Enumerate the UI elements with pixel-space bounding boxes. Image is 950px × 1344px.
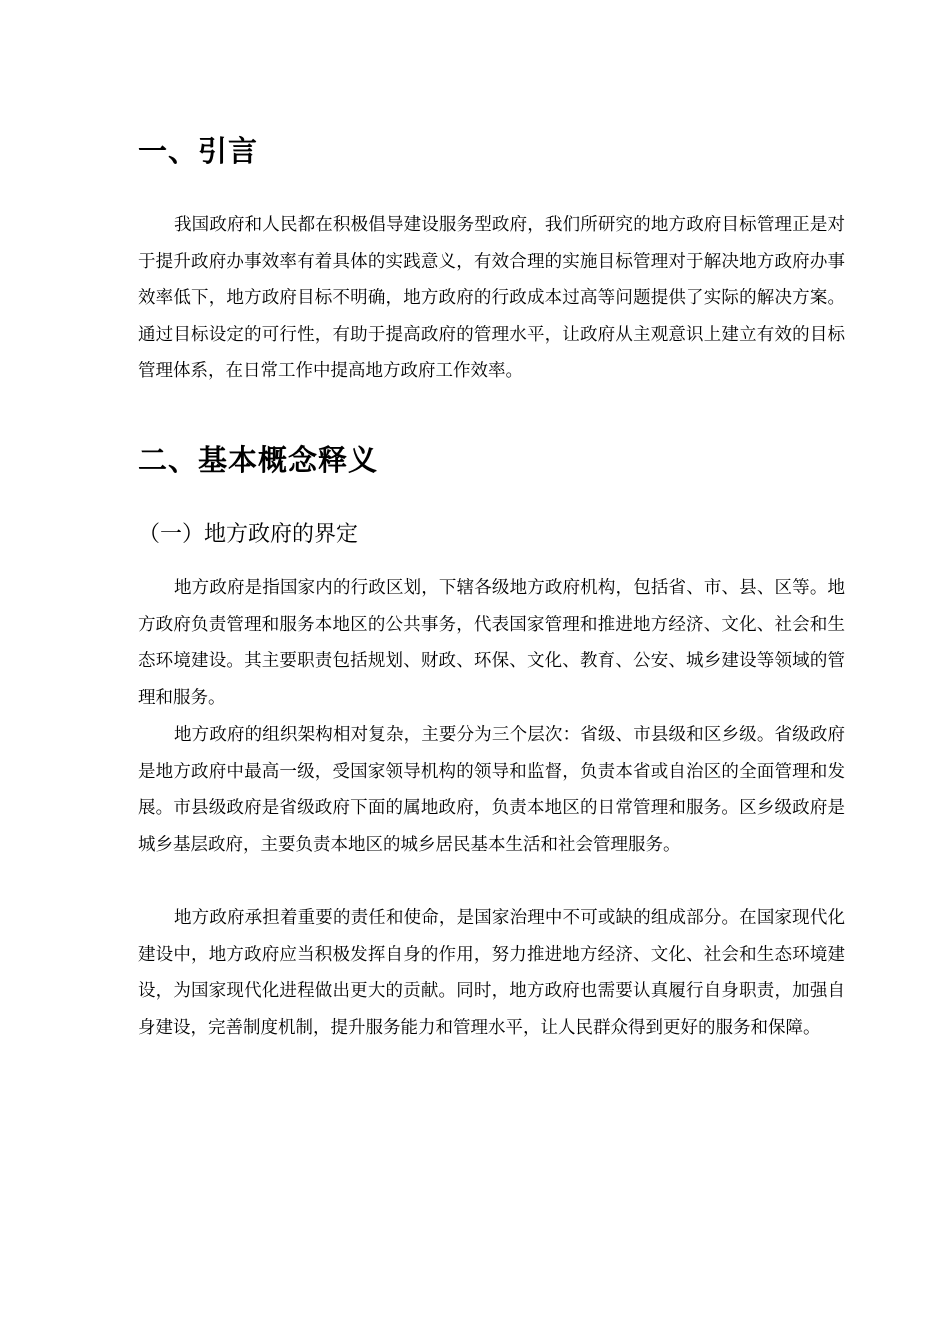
- local-government-responsibility-paragraph: 地方政府承担着重要的责任和使命，是国家治理中不可或缺的组成部分。在国家现代化建设中，地方政府应当积极发挥自身的作用，努力推进地方经济、文化、社会和生态环境建设，为国家现代化进程做出更大的贡献。同时，地方政府也需要认真履行自身职责，加强自身建设，完善制度机制，提升服务能力和管理水平，让人民群众得到更好的服务和保障。: [138, 908, 845, 1038]
- section-heading-basic-concepts: 二、基本概念释义: [138, 443, 379, 477]
- introduction-paragraph: 我国政府和人民都在积极倡导建设服务型政府，我们所研究的地方政府目标管理正是对于提升政府办事效率有着具体的实践意义，有效合理的实施目标管理对于解决地方政府办事效率低下，地方政府目标不明确，地方政府的行政成本过高等问题提供了实际的解决方案。通过目标设定的可行性，有助于提高政府的管理水平，让政府从主观意识上建立有效的目标管理体系，在日常工作中提高地方政府工作效率。: [138, 215, 845, 382]
- subsection-heading-local-government: （一）地方政府的界定: [138, 522, 359, 547]
- section-heading-introduction: 一、引言: [138, 134, 259, 168]
- local-government-structure-paragraph: 地方政府的组织架构相对复杂，主要分为三个层次：省级、市县级和区乡级。省级政府是地方政府中最高一级，受国家领导机构的领导和监督，负责本省或自治区的全面管理和发展。市县级政府是省级政府下面的属地政府，负责本地区的日常管理和服务。区乡级政府是城乡基层政府，主要负责本地区的城乡居民基本生活和社会管理服务。: [138, 725, 845, 855]
- local-government-definition-paragraph: 地方政府是指国家内的行政区划，下辖各级地方政府机构，包括省、市、县、区等。地方政府负责管理和服务本地区的公共事务，代表国家管理和推进地方经济、文化、社会和生态环境建设。其主要职责包括规划、财政、环保、文化、教育、公安、城乡建设等领域的管理和服务。: [138, 578, 845, 708]
